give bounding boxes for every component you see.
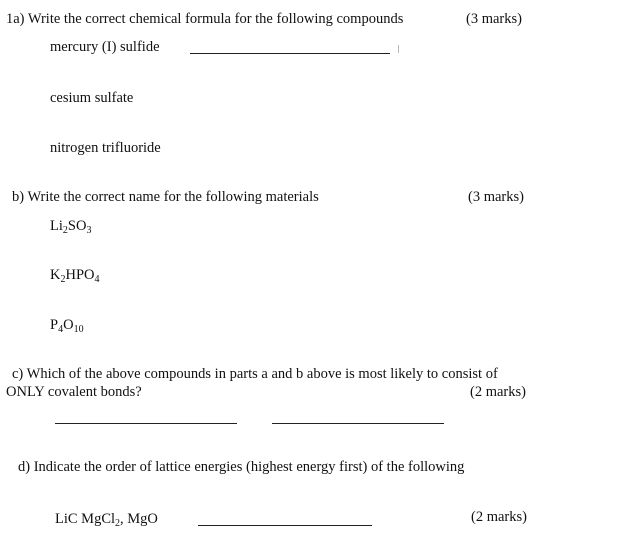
formula-p4o10-part-3: 10 <box>73 324 84 335</box>
formula-li2so3-part-0: Li <box>50 218 63 234</box>
formula-li2so3-part-1: 2 <box>62 225 68 236</box>
formula-k2hpo4-part-1: 2 <box>60 274 66 285</box>
question-1b-marks: (3 marks) <box>468 189 524 205</box>
question-1a-prompt: 1a) Write the correct chemical formula for the following compounds <box>6 11 404 27</box>
compounds-list-1d-part-1: 2 <box>115 518 121 529</box>
formula-p4o10 <box>50 318 84 333</box>
question-1c-prompt-line1: c) Which of the above compounds in parts a and b above is most likely to consist of <box>12 366 498 382</box>
formula-k2hpo4-part-2: HPO <box>65 267 95 283</box>
formula-li2so3-part-2: SO <box>67 218 87 234</box>
formula-k2hpo4-part-3: 4 <box>94 274 100 285</box>
formula-li2so3-part-3: 3 <box>86 225 92 236</box>
answer-line-1d[interactable] <box>198 525 372 526</box>
answer-line-1c-2[interactable] <box>272 423 444 424</box>
question-1a-marks: (3 marks) <box>466 11 522 27</box>
compounds-list-1d <box>55 512 158 527</box>
scan-mark <box>398 45 399 53</box>
compound-name-3: nitrogen trifluoride <box>50 140 161 156</box>
formula-k2hpo4-part-0: K <box>50 267 61 283</box>
formula-p4o10-part-2: O <box>63 317 74 333</box>
answer-line-1c-1[interactable] <box>55 423 237 424</box>
formula-p4o10-part-0: P <box>50 317 59 333</box>
compounds-list-1d-part-0: LiC MgCl <box>55 511 116 527</box>
formula-k2hpo4 <box>50 268 100 283</box>
formula-li2so3 <box>50 219 91 234</box>
answer-line-1a-1[interactable] <box>190 53 390 54</box>
question-1c-marks: (2 marks) <box>470 384 526 400</box>
question-1d-prompt: d) Indicate the order of lattice energies (highest energy first) of the following <box>18 459 465 475</box>
question-1b-prompt: b) Write the correct name for the following materials <box>12 189 319 205</box>
compounds-list-1d-part-2: , MgO <box>120 511 158 527</box>
question-1c-prompt-line2: ONLY covalent bonds? <box>6 384 142 400</box>
formula-p4o10-part-1: 4 <box>58 324 64 335</box>
question-1d-marks: (2 marks) <box>471 509 527 525</box>
compound-name-2: cesium sulfate <box>50 90 134 106</box>
compound-name-1: mercury (I) sulfide <box>50 39 160 55</box>
